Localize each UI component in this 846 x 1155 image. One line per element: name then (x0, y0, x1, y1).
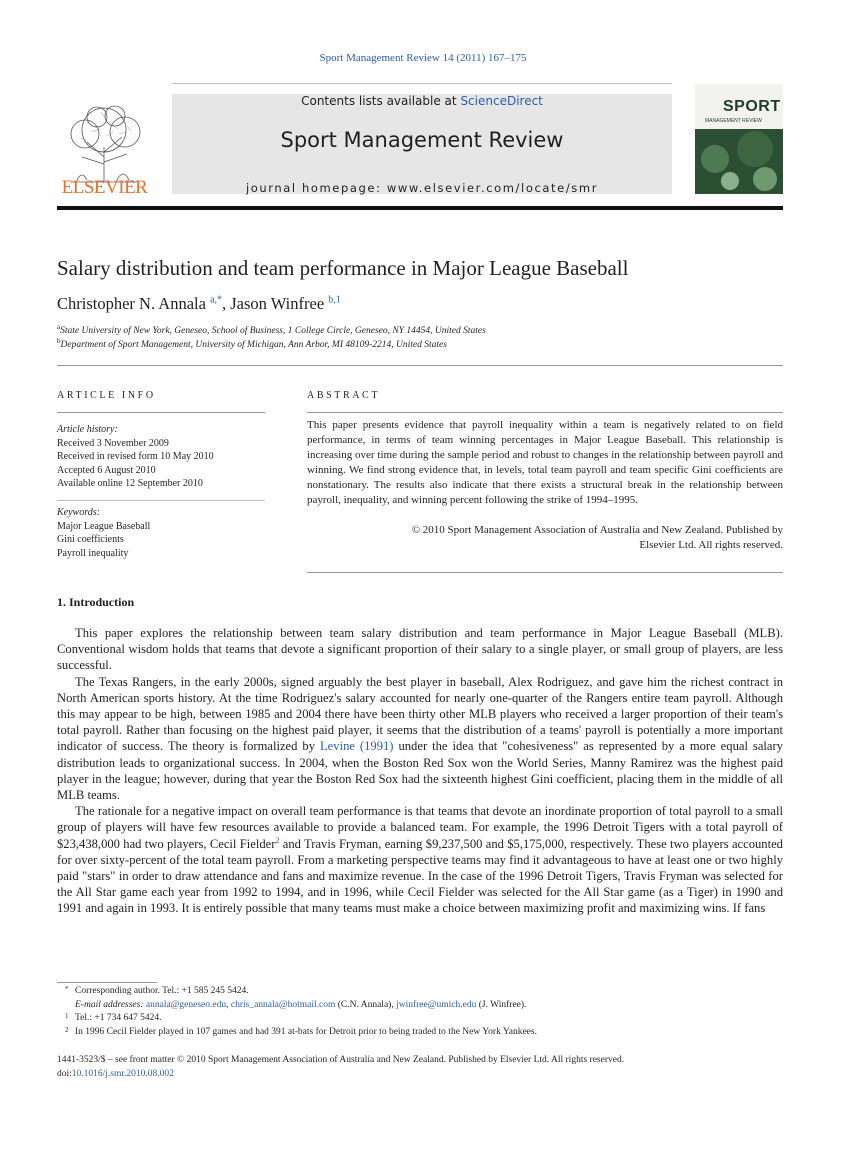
sciencedirect-link[interactable]: ScienceDirect (460, 94, 543, 108)
keyword-item: Payroll inequality (57, 547, 129, 559)
history-label: Article history: (57, 424, 118, 435)
footnote-emails: E-mail addresses: annala@geneseo.edu, chris_annala@hotmail.com (C.N. Annala), jwinfree@umich.edu (J. Winfree). (75, 999, 527, 1010)
body-text (57, 625, 783, 917)
article-info-rule-2 (57, 500, 265, 501)
abstract-copyright: © 2010 Sport Management Association of Australia and New Zealand. Published by Elsevier Ltd. All rights reserved. (411, 524, 783, 551)
header-divider (172, 83, 672, 84)
affiliation-a: $^a$State University of New York, Geneseo, School of Business, 1 College Circle, Geneseo, NY 14454, United States (57, 323, 486, 337)
citation-levine-1991[interactable]: Levine (1991) (319, 739, 394, 754)
journal-reference[interactable]: Sport Management Review 14 (2011) 167–175 (319, 52, 527, 64)
abstract-bottom-rule (307, 572, 783, 573)
paragraph-3: The rationale for a negative impact on overall team performance is that teams that devote an inordinate proportion of total payroll to a small group of players will have few resources available to provide a balanced team. For example, the 1996 Detroit Tigers with a total payroll of $23,438,000 had two players, Cecil Fielder$^2$ and Travis Fryman, earning $9,237,500 and $5,175,000, respectively. These two players accounted for over sixty-percent of the total team payroll. From a marketing perspective teams may find it advantageous to have at least one or two highly paid "stars" in order to draw attendance and fans and maximize revenue. In the case of the 1996 Detroit Tigers, Travis Fryman was selected for the All Star game each year from 1992 to 1994, and in 1996, while Cecil Fielder was selected for the All Star game (as a Tiger) in 1990 and 1991 and again in 1993. It is entirely possible that many teams must make a choice between maximizing profit and maximizing wins. If fans (57, 804, 783, 916)
footnote-1: 1 Tel.: +1 734 647 5424. (65, 1012, 162, 1024)
history-revised: Received in revised form 10 May 2010 (57, 451, 214, 462)
email-link[interactable]: annala@geneseo.edu (145, 999, 227, 1010)
header-thick-rule (57, 206, 783, 210)
article-history (57, 423, 267, 491)
journal-homepage: journal homepage: www.elsevier.com/locate/smr (245, 181, 599, 195)
paragraph-1: This paper explores the relationship between team salary distribution and team performance in Major League Baseball (MLB). Conventional wisdom holds that teams that devote a significant proportion of their salary to a single player, or small group of players, are less successful. (57, 626, 783, 673)
contents-line: Contents lists available at ScienceDirect (301, 94, 543, 108)
keywords (57, 506, 267, 560)
email-link[interactable]: jwinfree@umich.edu (396, 999, 477, 1010)
abstract-rule (307, 412, 783, 413)
history-accepted: Accepted 6 August 2010 (57, 464, 156, 476)
footnote-corresponding: * Corresponding author. Tel.: +1 585 245 5424. (65, 985, 249, 996)
abstract-text: This paper presents evidence that payroll inequality within a team is negatively related to on field performance, in terms of team winning percentages in Major League Baseball. This relationship is increasing over time during the sample period and robust to changes in the relationship between payroll and winning. We find strong evidence that, in levels, total team payroll and team specific Gini coefficients are nonstationary. The results also indicate that there exists a structural break in the relationship between payroll, inequality, and winning percent following the strike of 1994–1995. (307, 419, 783, 506)
journal-title: Sport Management Review (280, 128, 564, 152)
history-received: Received 3 November 2009 (57, 437, 169, 449)
keyword-item: Gini coefficients (57, 534, 124, 545)
elsevier-wordmark: ELSEVIER (61, 177, 148, 198)
keywords-label: Keywords: (57, 507, 100, 518)
homepage-link[interactable]: www.elsevier.com/locate/smr (386, 181, 599, 195)
title-divider (57, 365, 783, 366)
author-annala-marks[interactable]: a,* (210, 294, 223, 306)
email-link[interactable]: chris_annala@hotmail.com (230, 999, 336, 1010)
article-title: Salary distribution and team performance in Major League Baseball (57, 256, 629, 280)
article-info-rule (57, 412, 265, 413)
keyword-item: Major League Baseball (57, 520, 151, 532)
author-annala: Christopher N. Annala (57, 294, 206, 313)
author-list: Christopher N. Annala $^{a,*}$, Jason Winfree $^{b,1}$ (57, 294, 341, 313)
footnote-ref-2[interactable]: 2 (275, 835, 280, 845)
cover-photo (695, 129, 783, 194)
footnote-2: 2 In 1996 Cecil Fielder played in 107 games and had 391 at-bats for Detroit prior to being traded to the New York Yankees. (65, 1025, 537, 1037)
issn-line: 1441-3523/$ – see front matter © 2010 Sport Management Association of Australia and New Zealand. Published by Elsevier Ltd. All rights reserved. (57, 1055, 625, 1065)
section-heading-introduction: 1. Introduction (57, 595, 135, 609)
affiliation-b: $^b$Department of Sport Management, University of Michigan, Ann Arbor, MI 48109-2214, United States (57, 337, 447, 351)
journal-cover-image[interactable] (695, 84, 783, 194)
doi-line: doi:10.1016/j.smr.2010.08.002 (57, 1068, 174, 1079)
cover-subtitle: MANAGEMENT REVIEW (705, 118, 762, 124)
author-winfree-marks[interactable]: b,1 (328, 294, 341, 306)
footnote-rule (57, 982, 157, 983)
paragraph-2: The Texas Rangers, in the early 2000s, signed arguably the best player in baseball, Alex Rodriguez, and gave him the richest contract in North American sports history. At the time Rodriguez's salary accounted for nearly one-quarter of the Rangers entire team payroll. Although this may appear to be high, between 1985 and 2004 there have been thirty other MLB players who received a larger proportion of their team's total payroll. Rather than focusing on the highest paid player, it seems that the distribution of a teams' payroll is potentially a more important indicator of success. The theory is formalized by Levine (1991) under the idea that "cohesiveness" as represented by a more equal salary distribution leads to organizational success. In 2004, when the Boston Red Sox won the World Series, Manny Ramirez was the highest paid player in the league; however, during that year the Boston Red Sox had the sixteenth highest Gini coefficient, placing them in the middle of all MLB teams. (57, 674, 783, 803)
footnotes (57, 985, 783, 1039)
cover-title: SPORT (723, 98, 781, 115)
page-footer (57, 1054, 783, 1081)
doi-link[interactable]: 10.1016/j.smr.2010.08.002 (71, 1068, 174, 1079)
article-info-heading: ARTICLE INFO (57, 390, 156, 401)
history-online: Available online 12 September 2010 (57, 478, 203, 489)
abstract-heading: ABSTRACT (307, 390, 381, 401)
author-winfree: Jason Winfree (230, 294, 325, 313)
